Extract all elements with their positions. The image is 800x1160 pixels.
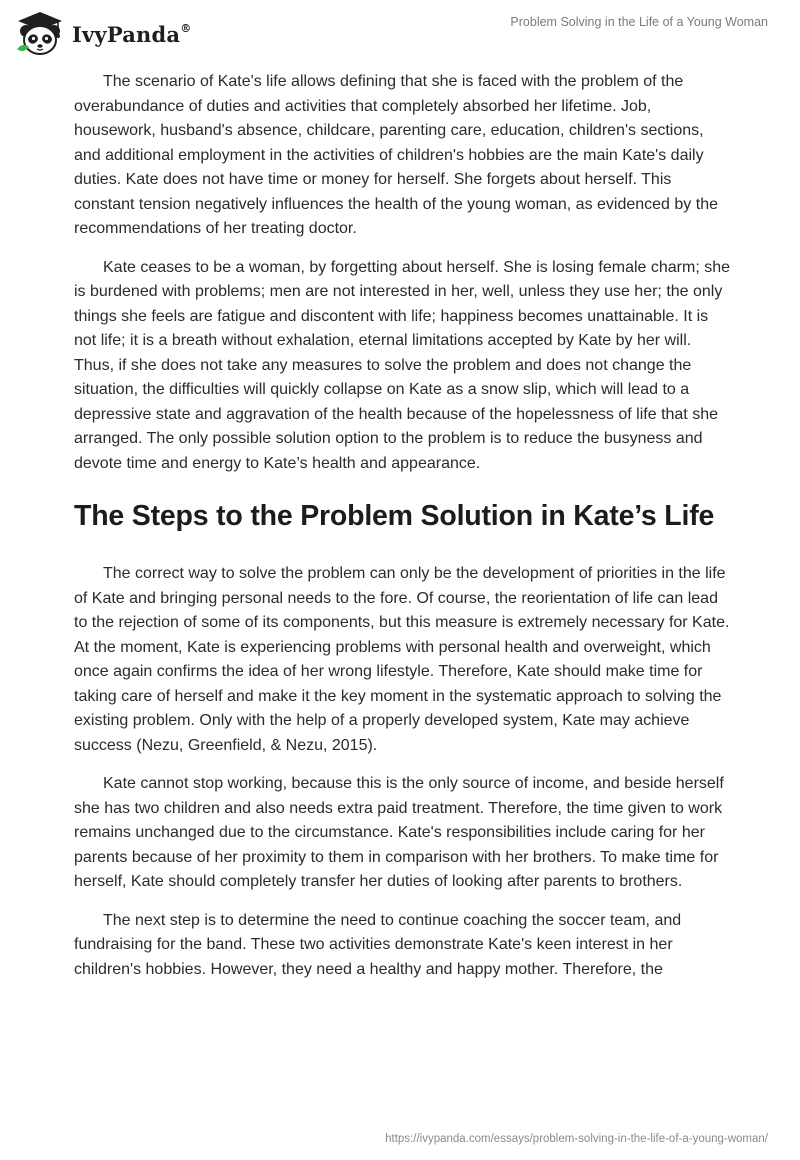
- section-heading: The Steps to the Problem Solution in Kate’s Life: [74, 500, 715, 532]
- paragraph: Kate ceases to be a woman, by forgetting about herself. She is losing female charm; she is burdened with problems; men are not interested in her, well, unless they use her; the only things she feels are fatigue and discontent with life; happiness becomes unattainable. It is not life; it is a breath without exhalation, eternal limitations accepted by Kate by her will. Thus, if she does not take any measures to solve the problem and does not change the situation, the difficulties will quickly collapse on Kate as a snow slip, which will lead to a depressive state and aggravation of the health because of the hopelessness of life that she arranged. The only possible solution option to the problem is to reduce the busyness and devote time and energy to Kate’s health and appearance.: [74, 258, 731, 472]
- document-title: Problem Solving in the Life of a Young Woman: [510, 15, 768, 29]
- brand-logo[interactable]: [14, 9, 191, 57]
- essay-body: [74, 70, 734, 996]
- source-url[interactable]: https://ivypanda.com/essays/problem-solving-in-the-life-of-a-young-woman/: [385, 1133, 768, 1145]
- paragraph: The scenario of Kate's life allows defining that she is faced with the problem of the overabundance of duties and activities that completely absorbed her lifetime. Job, housework, husband's absence, childcare, parenting care, education, children's sections, and additional employment in the activities of children's hobbies are the main Kate's daily duties. Kate does not have time or money for herself. She forgets about herself. This constant tension negatively influences the health of the young woman, as evidenced by the recommendations of her treating doctor.: [74, 73, 718, 237]
- brand-name: IvyPanda®: [72, 21, 192, 47]
- paragraph: The next step is to determine the need to continue coaching the soccer team, and fundraising for the band. These two activities demonstrate Kate's keen interest in her children's hobbies. However, they need a healthy and happy mother. Therefore, the: [74, 911, 682, 978]
- page-header: [0, 0, 800, 64]
- panda-graduate-icon: [14, 9, 66, 57]
- paragraph: Kate cannot stop working, because this is the only source of income, and beside herself she has two children and also needs extra paid treatment. Therefore, the time given to work remains unchanged due to the circumstance. Kate's responsibilities include caring for her parents because of her proximity to them in comparison with her brothers. To make time for herself, Kate should completely transfer her duties of looking after parents to brothers.: [74, 775, 724, 890]
- paragraph: The correct way to solve the problem can only be the development of priorities in the life of Kate and bringing personal needs to the fore. Of course, the reorientation of life can lead to the rejection of some of its components, but this measure is extremely necessary for Kate. At the moment, Kate is experiencing problems with personal health and overweight, which once again confirms the idea of her wrong lifestyle. Therefore, Kate should make time for taking care of herself and make it the key moment in the systematic approach to solving the existing problem. Only with the help of a properly developed system, Kate may achieve success (Nezu, Greenfield, & Nezu, 2015).: [74, 565, 730, 754]
